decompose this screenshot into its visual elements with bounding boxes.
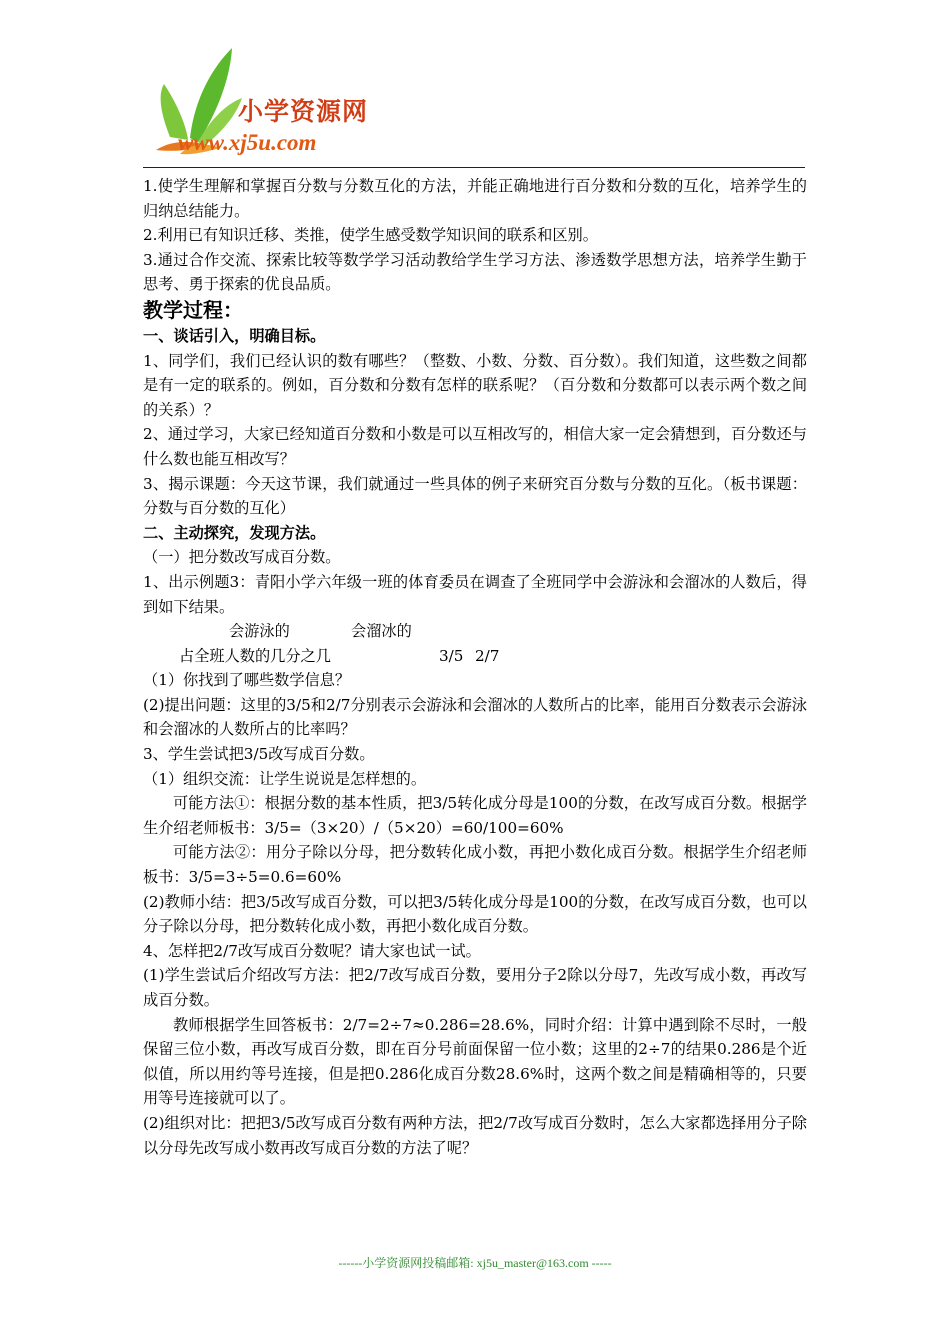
footer-contact: ------小学资源网投稿邮箱: xj5u_master@163.com ----- bbox=[338, 1256, 612, 1270]
section2-title: 二、主动探究，发现方法。 bbox=[143, 523, 326, 542]
lesson-content bbox=[143, 174, 807, 1160]
table-col-swim: 会游泳的 bbox=[229, 622, 290, 641]
method-2: 可能方法②：用分子除以分母，把分数转化成小数，再把小数化成百分数。根据学生介绍老师板书：3/5=3÷5=0.6=60% bbox=[143, 843, 807, 887]
site-url: www.xj5u.com bbox=[178, 130, 317, 155]
goal-1: 1.使学生理解和掌握百分数与分数互化的方法，并能正确地进行百分数和分数的互化，培养学生的归纳总结能力。 bbox=[143, 177, 807, 220]
header-rule bbox=[143, 167, 805, 168]
compare: (2)组织对比：把把3/5改写成百分数有两种方法，把2/7改写成百分数时，怎么大家都选择用分子除以分母先改写成小数再改写成百分数的方法了呢？ bbox=[143, 1113, 807, 1157]
process-title: 教学过程： bbox=[143, 297, 243, 322]
section2-para-2: (2)提出问题：这里的3/5和2/7分别表示会游泳和会溜冰的人数所占的比率，能用百分数表示会游泳和会溜冰的人数所占的比率吗？ bbox=[143, 695, 807, 739]
section1-para-1: 1、同学们，我们已经认识的数有哪些？（整数、小数、分数、百分数）。我们知道，这些数之间都是有一定的联系的。例如，百分数和分数有怎样的联系呢？（百分数和分数都可以表示两个数之间的关系）？ bbox=[143, 351, 807, 419]
teacher-board: 教师根据学生回答板书：2/7=2÷7≈0.286=28.6%，同时介绍：计算中遇到除不尽时，一般保留三位小数，再改写成百分数，即在百分号前面保留一位小数；这里的2÷7的结果0.286是个近似值，所以用约等号连接，但是把0.286化成百分数28.6%时，这两个数之间是精确相等的，只要用等号连接就可以了。 bbox=[143, 1015, 807, 1108]
example-3: 1、出示例题3：青阳小学六年级一班的体育委员在调查了全班同学中会游泳和会溜冰的人数后，得到如下结果。 bbox=[143, 572, 807, 616]
table-row-label: 占全班人数的几分之几 bbox=[179, 646, 331, 665]
table-col-skate: 会溜冰的 bbox=[351, 622, 412, 641]
section1-title: 一、谈话引入，明确目标。 bbox=[143, 326, 326, 345]
table-val-skate: 2/7 bbox=[475, 646, 500, 665]
section2-para-1: （1）你找到了哪些数学信息？ bbox=[143, 671, 351, 690]
section1-para-2: 2、通过学习，大家已经知道百分数和小数是可以互相改写的，相信大家一定会猜想到，百分数还与什么数也能互相改写？ bbox=[143, 425, 807, 468]
table-value-row bbox=[143, 644, 807, 669]
step-4: 4、怎样把2/7改写成百分数呢？请大家也试一试。 bbox=[143, 941, 481, 960]
teacher-summary: (2)教师小结：把3/5改写成百分数，可以把3/5转化成分母是100的分数，在改写成百分数，也可以分子除以分母，把分数转化成小数，再把小数化成百分数。 bbox=[143, 892, 807, 936]
step-4-1: (1)学生尝试后介绍改写方法：把2/7改写成百分数，要用分子2除以分母7，先改写成小数，再改写成百分数。 bbox=[143, 966, 807, 1009]
section2-para-4: （1）组织交流：让学生说说是怎样想的。 bbox=[143, 769, 427, 788]
section2-sub1: （一）把分数改写成百分数。 bbox=[143, 548, 341, 567]
method-1: 可能方法①：根据分数的基本性质，把3/5转化成分母是100的分数，在改写成百分数。根据学生介绍老师板书：3/5=（3×20）/（5×20）=60/100=60% bbox=[143, 794, 807, 837]
table-header-row bbox=[143, 619, 807, 644]
table-val-swim: 3/5 bbox=[439, 646, 464, 665]
goal-3: 3.通过合作交流、探索比较等数学学习活动教给学生学习方法、渗透数学思想方法，培养学生勤于思考、勇于探索的优良品质。 bbox=[143, 250, 807, 294]
section1-para-3: 3、揭示课题：今天这节课，我们就通过一些具体的例子来研究百分数与分数的互化。（板书课题：分数与百分数的互化） bbox=[143, 474, 807, 518]
section2-para-3: 3、学生尝试把3/5改写成百分数。 bbox=[143, 745, 375, 764]
site-name: 小学资源网 bbox=[238, 97, 369, 126]
goal-2: 2.利用已有知识迁移、类推，使学生感受数学知识间的联系和区别。 bbox=[143, 226, 598, 245]
